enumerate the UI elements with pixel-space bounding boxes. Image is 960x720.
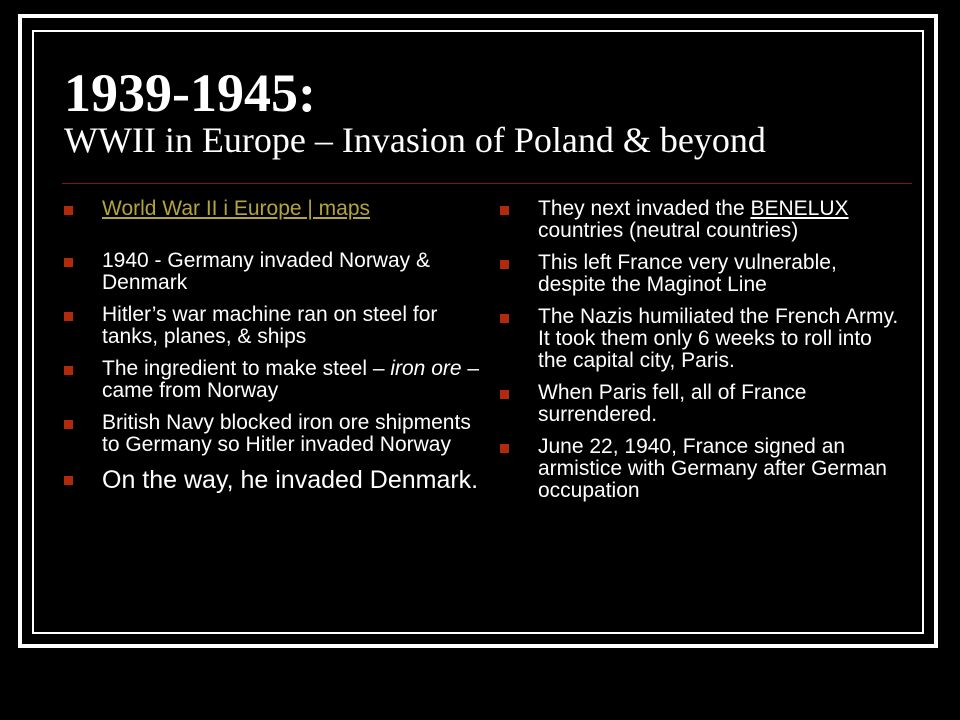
slide-title <box>64 63 924 160</box>
benelux-term: BENELUX <box>750 197 849 220</box>
right-bullet-list <box>500 198 900 502</box>
title-subtitle: WWII in Europe – Invasion of Poland & beyond <box>64 120 766 160</box>
title-year-range: 1939-1945: <box>64 63 316 123</box>
list-item: June 22, 1940, France signed an armistice with Germany after German occupation <box>500 436 900 502</box>
steel-text-end: – came from Norway <box>102 357 480 402</box>
list-item: On the way, he invaded Denmark. <box>64 466 484 494</box>
list-item: 1940 - Germany invaded Norway & Denmark <box>64 250 484 294</box>
benelux-text-start: They next invaded the <box>538 197 751 220</box>
list-item <box>64 198 484 220</box>
list-item: The Nazis humiliated the French Army. It took them only 6 weeks to roll into the capital city, Paris. <box>500 306 900 372</box>
maps-link[interactable]: World War II i Europe | maps <box>102 197 371 220</box>
list-item: This left France very vulnerable, despite the Maginot Line <box>500 252 900 296</box>
iron-ore-emphasis: iron ore <box>390 357 462 380</box>
list-item: Hitler’s war machine ran on steel for tanks, planes, & ships <box>64 304 484 348</box>
steel-text-start: The ingredient to make steel – <box>102 357 391 380</box>
list-item <box>64 358 484 402</box>
left-bullet-list <box>64 198 484 494</box>
list-item: British Navy blocked iron ore shipments to Germany so Hitler invaded Norway <box>64 412 484 456</box>
benelux-text-end: countries (neutral countries) <box>538 219 799 242</box>
list-item <box>500 198 900 242</box>
list-item: When Paris fell, all of France surrendered. <box>500 382 900 426</box>
title-divider <box>62 183 912 184</box>
